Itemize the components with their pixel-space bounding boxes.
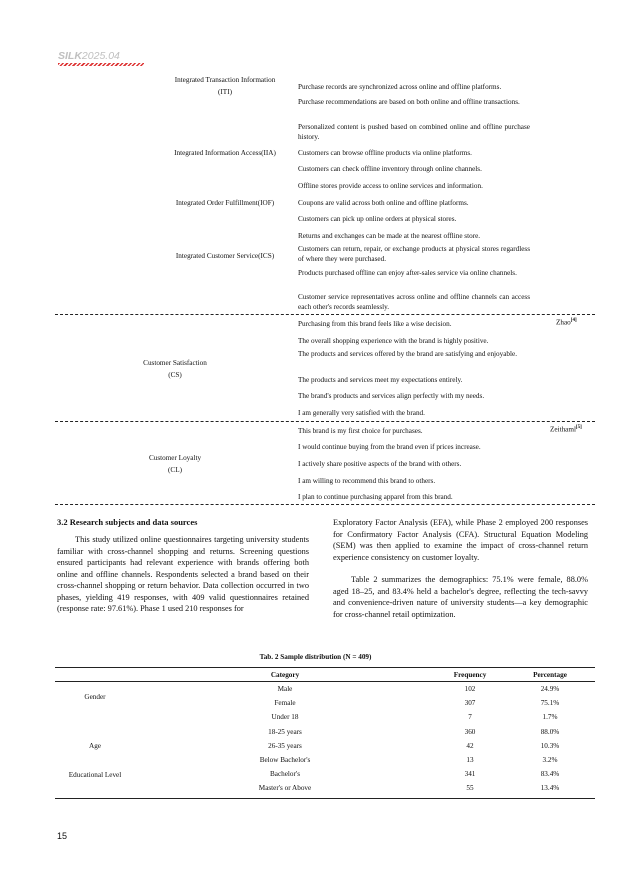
table-top-rule [55, 667, 595, 668]
cell-frequency: 341 [464, 770, 476, 779]
cell-frequency: 55 [466, 784, 474, 793]
divider-dashed [55, 421, 595, 422]
item-iti-1: Purchase records are synchronized across online and offline platforms. [298, 83, 502, 91]
item-cs-6: I am generally very satisfied with the brand. [298, 409, 425, 417]
cell-percentage: 13.4% [540, 784, 560, 793]
header-category: Category [270, 671, 300, 679]
item-cl-3: I actively share positive aspects of the brand with others. [298, 460, 462, 468]
paragraph: Table 2 summarizes the demographics: 75.1% were female, 88.0% aged 18–25, and 83.4% held a bachelor's degree, reflecting the tech-savvy and convenience-driven nature of university students—a key demographic for cross-channel retail optimization. [333, 575, 588, 619]
paragraph: This study utilized online questionnaires targeting university students familiar with cross-channel shopping and returns. Screening questions ensured participants had relevant experience with brands offering both online and offline channels. Respondents selected a brand based on their cross-channel shopping or return behavior. Data collection occurred in two phases, yielding 419 responses, with 409 valid questionnaires retained (response rate: 97.61%). Phase 1 used 210 responses for [57, 535, 309, 613]
cell-percentage: 88.0% [540, 727, 560, 736]
header-frequency: Frequency [453, 671, 487, 679]
cell-frequency: 7 [468, 713, 472, 722]
reference-zhao: Zhao[4] [556, 318, 577, 327]
group-age: Age [89, 742, 101, 750]
cell-category: Bachelor's [269, 770, 301, 779]
item-iti-2: Purchase recommendations are based on both online and offline transactions. [298, 98, 520, 106]
left-column [57, 534, 309, 615]
construct-iof: Integrated Order Fulfillment(IOF) [175, 199, 275, 207]
item-cs-2: The overall shopping experience with the brand is highly positive. [298, 337, 489, 345]
cell-frequency: 102 [464, 685, 476, 693]
divider-dashed [55, 504, 595, 505]
cell-percentage: 83.4% [540, 770, 560, 779]
item-ics-4: Customer service representatives across online and offline channels can access each other's records seamlessly. [298, 293, 530, 311]
section-title: 3.2 Research subjects and data sources [57, 517, 198, 527]
item-cs-5: The brand's products and services align perfectly with my needs. [298, 392, 485, 400]
journal-name: SILK [58, 50, 82, 62]
cell-category: Under 18 [271, 713, 299, 722]
cell-frequency: 13 [466, 756, 474, 764]
cell-category: 18-25 years [268, 727, 302, 736]
cell-category: Male [277, 685, 293, 693]
item-iia-1: Customers can browse offline products via online platforms. [298, 149, 472, 157]
construct-iti: Integrated Transaction Information (ITI) [174, 76, 276, 96]
cell-percentage: 10.3% [540, 741, 560, 750]
cell-category: Below Bachelor's [259, 756, 311, 764]
right-column [333, 517, 588, 620]
cell-category: Master's or Above [258, 784, 312, 793]
item-iof-1: Coupons are valid across both online and offline platforms. [298, 199, 469, 207]
cell-category: Female [274, 699, 296, 708]
item-ics-3: Products purchased offline can enjoy after-sales service via online channels. [298, 269, 517, 277]
item-cl-5: I plan to continue purchasing apparel from this brand. [298, 493, 453, 501]
item-ics-1: Returns and exchanges can be made at the nearest offline store. [298, 232, 481, 240]
item-cl-2: I would continue buying from the brand even if prices increase. [298, 443, 481, 451]
item-cs-4: The products and services meet my expectations entirely. [298, 376, 463, 384]
group-gender: Gender [84, 693, 106, 701]
table-bottom-rule [55, 798, 595, 799]
reference-zeithaml: Zeithaml[5] [550, 425, 582, 434]
cell-frequency: 360 [464, 727, 476, 736]
cell-frequency: 42 [466, 741, 474, 750]
item-iia-2: Customers can check offline inventory through online channels. [298, 165, 482, 173]
running-header [58, 50, 120, 62]
item-iia-3: Offline stores provide access to online services and information. [298, 182, 483, 190]
construct-ics: Integrated Customer Service(ICS) [175, 252, 275, 260]
item-iti-3: Personalized content is pushed based on combined online and offline purchase history. [298, 123, 530, 141]
issue-date: 2025.04 [81, 50, 120, 62]
item-iof-2: Customers can pick up online orders at physical stores. [298, 215, 457, 223]
construct-cs: Customer Satisfaction (CS) [143, 359, 207, 379]
header-percentage: Percentage [533, 671, 567, 679]
cell-category: 26-35 years [268, 741, 302, 750]
item-cs-3: The products and services offered by the brand are satisfying and enjoyable. [298, 350, 518, 358]
divider-dashed [55, 314, 595, 315]
item-cs-1: Purchasing from this brand feels like a wise decision. [298, 320, 452, 328]
page-number: 15 [57, 831, 68, 841]
cell-percentage: 24.9% [540, 685, 560, 693]
construct-iia: Integrated Information Access(IIA) [174, 149, 276, 157]
item-ics-2: Customers can return, repair, or exchange products at physical stores regardless of where they were purchased. [298, 245, 530, 263]
group-education: Educational Level [68, 771, 122, 779]
cell-percentage: 3.2% [542, 756, 558, 764]
construct-cl: Customer Loyalty (CL) [148, 454, 202, 474]
table-header-rule [55, 681, 595, 682]
cell-frequency: 307 [464, 699, 476, 708]
header-rule [58, 63, 144, 66]
item-cl-1: This brand is my first choice for purchases. [298, 427, 423, 435]
cell-percentage: 75.1% [540, 699, 560, 708]
cell-percentage: 1.7% [542, 713, 558, 722]
paragraph: Exploratory Factor Analysis (EFA), while Phase 2 employed 200 responses for Confirmatory Factor Analysis (CFA). Structural Equation Modeling (SEM) was then applied to examine the impact of cross-channel return experience consistency on customer loyalty. [333, 518, 588, 562]
item-cl-4: I am willing to recommend this brand to others. [298, 477, 436, 485]
table-caption: Tab. 2 Sample distribution (N = 409) [259, 653, 372, 661]
